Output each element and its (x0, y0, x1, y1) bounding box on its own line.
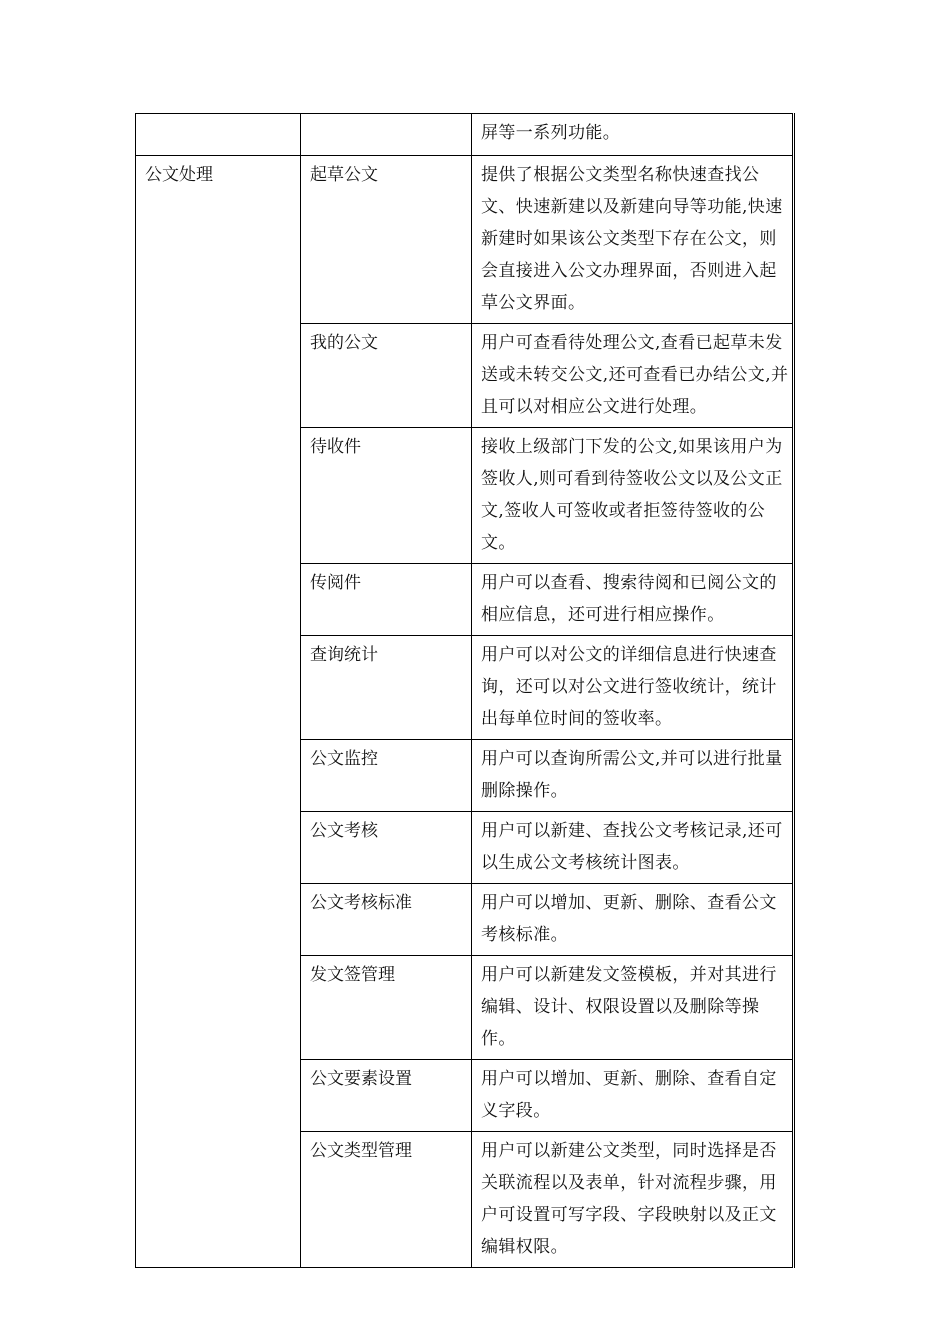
feature-cell: 传阅件 (301, 564, 472, 636)
feature-cell: 公文监控 (301, 740, 472, 812)
table-row (136, 156, 794, 324)
description-cell: 用户可以对公文的详细信息进行快速查询，还可以对公文进行签收统计，统计出每单位时间的签收率。 (472, 636, 794, 740)
feature-cell: 公文考核标准 (301, 884, 472, 956)
feature-table (135, 113, 795, 1268)
feature-cell: 发文签管理 (301, 956, 472, 1060)
description-cell: 用户可以查看、搜索待阅和已阅公文的相应信息，还可进行相应操作。 (472, 564, 794, 636)
feature-cell: 待收件 (301, 428, 472, 564)
description-cell: 用户可以查询所需公文,并可以进行批量删除操作。 (472, 740, 794, 812)
description-cell: 用户可以增加、更新、删除、查看公文考核标准。 (472, 884, 794, 956)
description-cell: 用户可以新建、查找公文考核记录,还可以生成公文考核统计图表。 (472, 812, 794, 884)
description-cell: 用户可以增加、更新、删除、查看自定义字段。 (472, 1060, 794, 1132)
table-row-continuation (136, 114, 794, 156)
feature-cell (301, 114, 472, 156)
category-cell (136, 114, 301, 156)
category-cell: 公文处理 (136, 156, 301, 1268)
feature-cell: 公文考核 (301, 812, 472, 884)
description-cell: 接收上级部门下发的公文,如果该用户为签收人,则可看到待签收公文以及公文正文,签收人可签收或者拒签待签收的公文。 (472, 428, 794, 564)
description-cell: 用户可查看待处理公文,查看已起草未发送或未转交公文,还可查看已办结公文,并且可以对相应公文进行处理。 (472, 324, 794, 428)
feature-cell: 我的公文 (301, 324, 472, 428)
description-cell: 提供了根据公文类型名称快速查找公文、快速新建以及新建向导等功能,快速新建时如果该公文类型下存在公文，则会直接进入公文办理界面，否则进入起草公文界面。 (472, 156, 794, 324)
feature-cell: 公文类型管理 (301, 1132, 472, 1268)
description-cell: 屏等一系列功能。 (472, 114, 794, 156)
description-cell: 用户可以新建公文类型，同时选择是否关联流程以及表单，针对流程步骤，用户可设置可写字段、字段映射以及正文编辑权限。 (472, 1132, 794, 1268)
feature-cell: 公文要素设置 (301, 1060, 472, 1132)
feature-cell: 查询统计 (301, 636, 472, 740)
description-cell: 用户可以新建发文签模板，并对其进行编辑、设计、权限设置以及删除等操作。 (472, 956, 794, 1060)
feature-cell: 起草公文 (301, 156, 472, 324)
